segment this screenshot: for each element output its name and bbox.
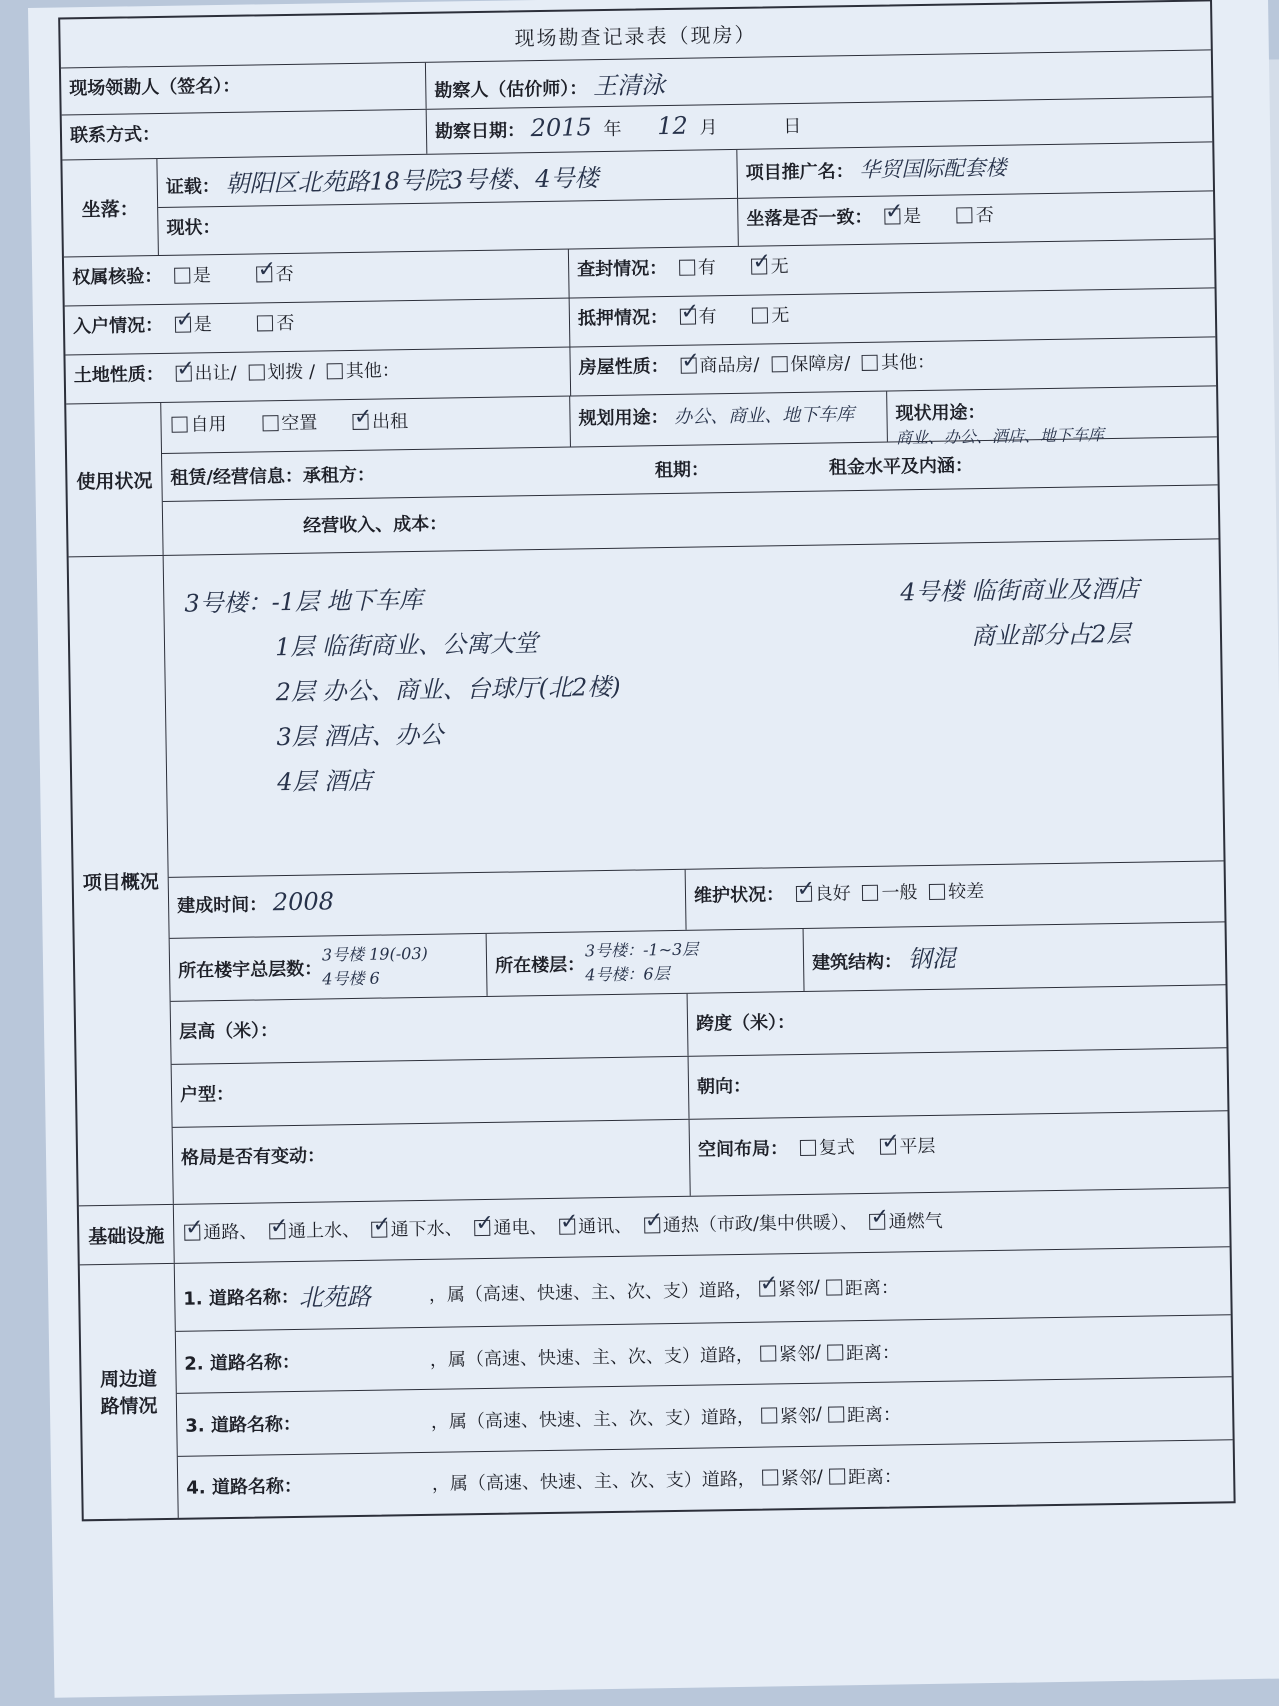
infra-power-checkbox[interactable] (474, 1220, 490, 1236)
planned-use[interactable]: 规划用途： 办公、商业、地下车库 (570, 392, 888, 447)
land-grant-checkbox[interactable] (175, 365, 191, 381)
date-year: 2015 (530, 113, 592, 143)
mortgage-yes-checkbox[interactable] (680, 309, 696, 325)
roads-row (80, 1247, 1234, 1519)
current-address[interactable]: 现状： (166, 216, 221, 239)
location-row (62, 142, 1213, 257)
leader-cell[interactable]: 现场领勘人（签名）： (61, 63, 427, 115)
layout-flat-checkbox[interactable] (880, 1139, 896, 1155)
house-affordable-checkbox[interactable] (771, 356, 787, 372)
land-cell: 土地性质： ✓ 出让/ 划拨 / 其他： (65, 348, 571, 404)
infra-heating-checkbox[interactable] (644, 1217, 660, 1233)
ownership-cell: 权属核验： 是 ✓ 否 (64, 250, 570, 306)
floor-height[interactable]: 层高（米）： (171, 994, 689, 1064)
usage-detail (161, 386, 1218, 555)
infra-label: 基础设施 (79, 1205, 175, 1264)
location-label: 坐落： (62, 159, 158, 256)
income-cost[interactable]: 经营收入、成本： (303, 513, 448, 537)
road-item[interactable]: 3. 道路名称： ，属（高速、快速、主、次、支）道路， 紧邻 / 距离： (177, 1378, 1233, 1457)
seizure-yes-checkbox[interactable] (679, 260, 695, 276)
date-month: 12 (656, 111, 688, 141)
maintenance-average-checkbox[interactable] (862, 885, 878, 901)
built-time[interactable]: 建成时间： 2008 (169, 870, 687, 938)
note-line: 4层 酒店 (276, 766, 373, 797)
house-commercial-checkbox[interactable] (680, 358, 696, 374)
building3-notes (184, 567, 623, 809)
ownership-no-checkbox[interactable] (257, 266, 273, 282)
usage-row (66, 386, 1218, 557)
location-detail (157, 150, 738, 255)
infra-water-supply-checkbox[interactable] (269, 1223, 285, 1239)
road3-distance-checkbox[interactable] (828, 1406, 844, 1422)
usage-label: 使用状况 (66, 403, 163, 556)
surveyor-cell[interactable]: 勘察人（估价师）： 王清泳 (434, 71, 666, 102)
infra-drainage-checkbox[interactable] (372, 1222, 388, 1238)
span[interactable]: 跨度（米）： (695, 1012, 796, 1035)
space-layout: 空间布局： 复式 ✓ 平层 (690, 1111, 1229, 1195)
lease-info[interactable]: 租赁/经营信息： 承租方： 租期： 租金水平及内涵： (162, 437, 1218, 502)
roads-list (175, 1247, 1234, 1518)
paper-sheet (28, 0, 1279, 1698)
ownership-yes-checkbox[interactable] (174, 267, 190, 283)
total-floors[interactable]: 所在楼宇总层数： 3号楼 19(-03) 4号楼 6 (170, 934, 488, 1001)
surveyor-signature: 王清泳 (592, 71, 666, 101)
building4-notes (900, 559, 1143, 798)
usage-rented-checkbox[interactable] (353, 414, 369, 430)
road-item[interactable]: 4. 道路名称： ，属（高速、快速、主、次、支）道路， 紧邻 / 距离： (186, 1466, 903, 1500)
overview-detail (164, 539, 1229, 1203)
usage-self-checkbox[interactable] (171, 417, 187, 433)
project-detail (737, 142, 1213, 245)
overview-notes[interactable] (164, 539, 1224, 878)
project-name[interactable]: 项目推广名： 华贸国际配套楼 (737, 142, 1213, 198)
usage-options: 自用 空置 ✓ 出租 (161, 397, 571, 453)
note-line: 4号楼 临街商业及酒店 (900, 574, 1140, 607)
note-line: 2层 办公、商业、台球厅(北2楼) (275, 672, 621, 707)
road-item[interactable]: 2. 道路名称： ，属（高速、快速、主、次、支）道路， 紧邻 / 距离： (176, 1315, 1232, 1394)
house-other-checkbox[interactable] (862, 355, 878, 371)
mortgage-no-checkbox[interactable] (752, 307, 768, 323)
road4-adjacent-checkbox[interactable] (762, 1470, 778, 1486)
survey-form (58, 0, 1235, 1521)
note-line: 3号楼：-1层 地下车库 (184, 585, 423, 618)
usage-vacant-checkbox[interactable] (262, 415, 278, 431)
infra-telecom-checkbox[interactable] (559, 1219, 575, 1235)
seizure-no-checkbox[interactable] (751, 258, 767, 274)
road2-adjacent-checkbox[interactable] (760, 1345, 776, 1361)
form-title: 现场勘查记录表（现房） (60, 1, 1211, 68)
current-use[interactable]: 现状用途： 商业、办公、酒店、地下车库 (895, 402, 1104, 448)
house-cell: 房屋性质： ✓ 商品房/ 保障房/ 其他： (570, 337, 1216, 395)
layout-duplex-checkbox[interactable] (800, 1140, 816, 1156)
entry-cell: 入户情况： ✓ 是 否 (65, 299, 571, 355)
infra-gas-checkbox[interactable] (870, 1214, 886, 1230)
road-item[interactable]: 1. 道路名称： 北苑路 ，属（高速、快速、主、次、支）道路， ✓ 紧邻 / 距离： (175, 1247, 1231, 1332)
land-other-checkbox[interactable] (327, 363, 343, 379)
structure[interactable]: 建筑结构： 钢混 (811, 944, 956, 974)
roads-label: 周边道路情况 (80, 1264, 179, 1519)
maintenance-good-checkbox[interactable] (796, 886, 812, 902)
unit-type[interactable]: 户型： (172, 1057, 690, 1127)
note-line: 3层 酒店、办公 (276, 720, 444, 752)
infra-options: ✓ 通路、 ✓ 通上水、 ✓ 通下水、 ✓ 通电、 ✓ 通讯、 ✓ 通热（市政/集中供暖）、 ✓ 通燃气 (174, 1188, 1230, 1263)
road1-distance-checkbox[interactable] (826, 1279, 842, 1295)
land-allocated-checkbox[interactable] (248, 364, 264, 380)
road4-distance-checkbox[interactable] (829, 1469, 845, 1485)
mortgage-cell: 抵押情况： ✓ 有 无 (570, 288, 1216, 346)
road3-adjacent-checkbox[interactable] (761, 1407, 777, 1423)
entry-no-checkbox[interactable] (257, 315, 273, 331)
orientation[interactable]: 朝向： (696, 1075, 752, 1098)
road1-adjacent-checkbox[interactable] (759, 1280, 775, 1296)
consistent-yes-checkbox[interactable] (884, 208, 900, 224)
overview-row (69, 539, 1229, 1206)
entry-yes-checkbox[interactable] (175, 316, 191, 332)
maintenance: 维护状况： ✓ 良好 一般 较差 (686, 861, 1225, 929)
layout-change[interactable]: 格局是否有变动： (173, 1120, 691, 1204)
note-line: 1层 临街商业、公寓大堂 (274, 629, 539, 662)
road2-distance-checkbox[interactable] (827, 1344, 843, 1360)
overview-label: 项目概况 (69, 556, 174, 1205)
seizure-cell: 查封情况： 有 ✓ 无 (569, 239, 1215, 297)
note-line: 商业部分占2层 (970, 619, 1131, 651)
maintenance-poor-checkbox[interactable] (929, 884, 945, 900)
infra-road-checkbox[interactable] (184, 1224, 200, 1240)
floor-located[interactable]: 所在楼层： 3号楼：-1~3层 4号楼：6层 (487, 929, 805, 996)
consistent-no-checkbox[interactable] (957, 207, 973, 223)
location-consistent: 坐落是否一致： ✓ 是 否 (738, 191, 1214, 246)
contact-cell[interactable]: 联系方式： (62, 110, 428, 160)
date-cell[interactable]: 勘察日期： 2015 年 12 月 日 (434, 111, 802, 143)
cert-address[interactable]: 证载： 朝阳区北苑路18号院3号楼、4号楼 (157, 150, 737, 208)
